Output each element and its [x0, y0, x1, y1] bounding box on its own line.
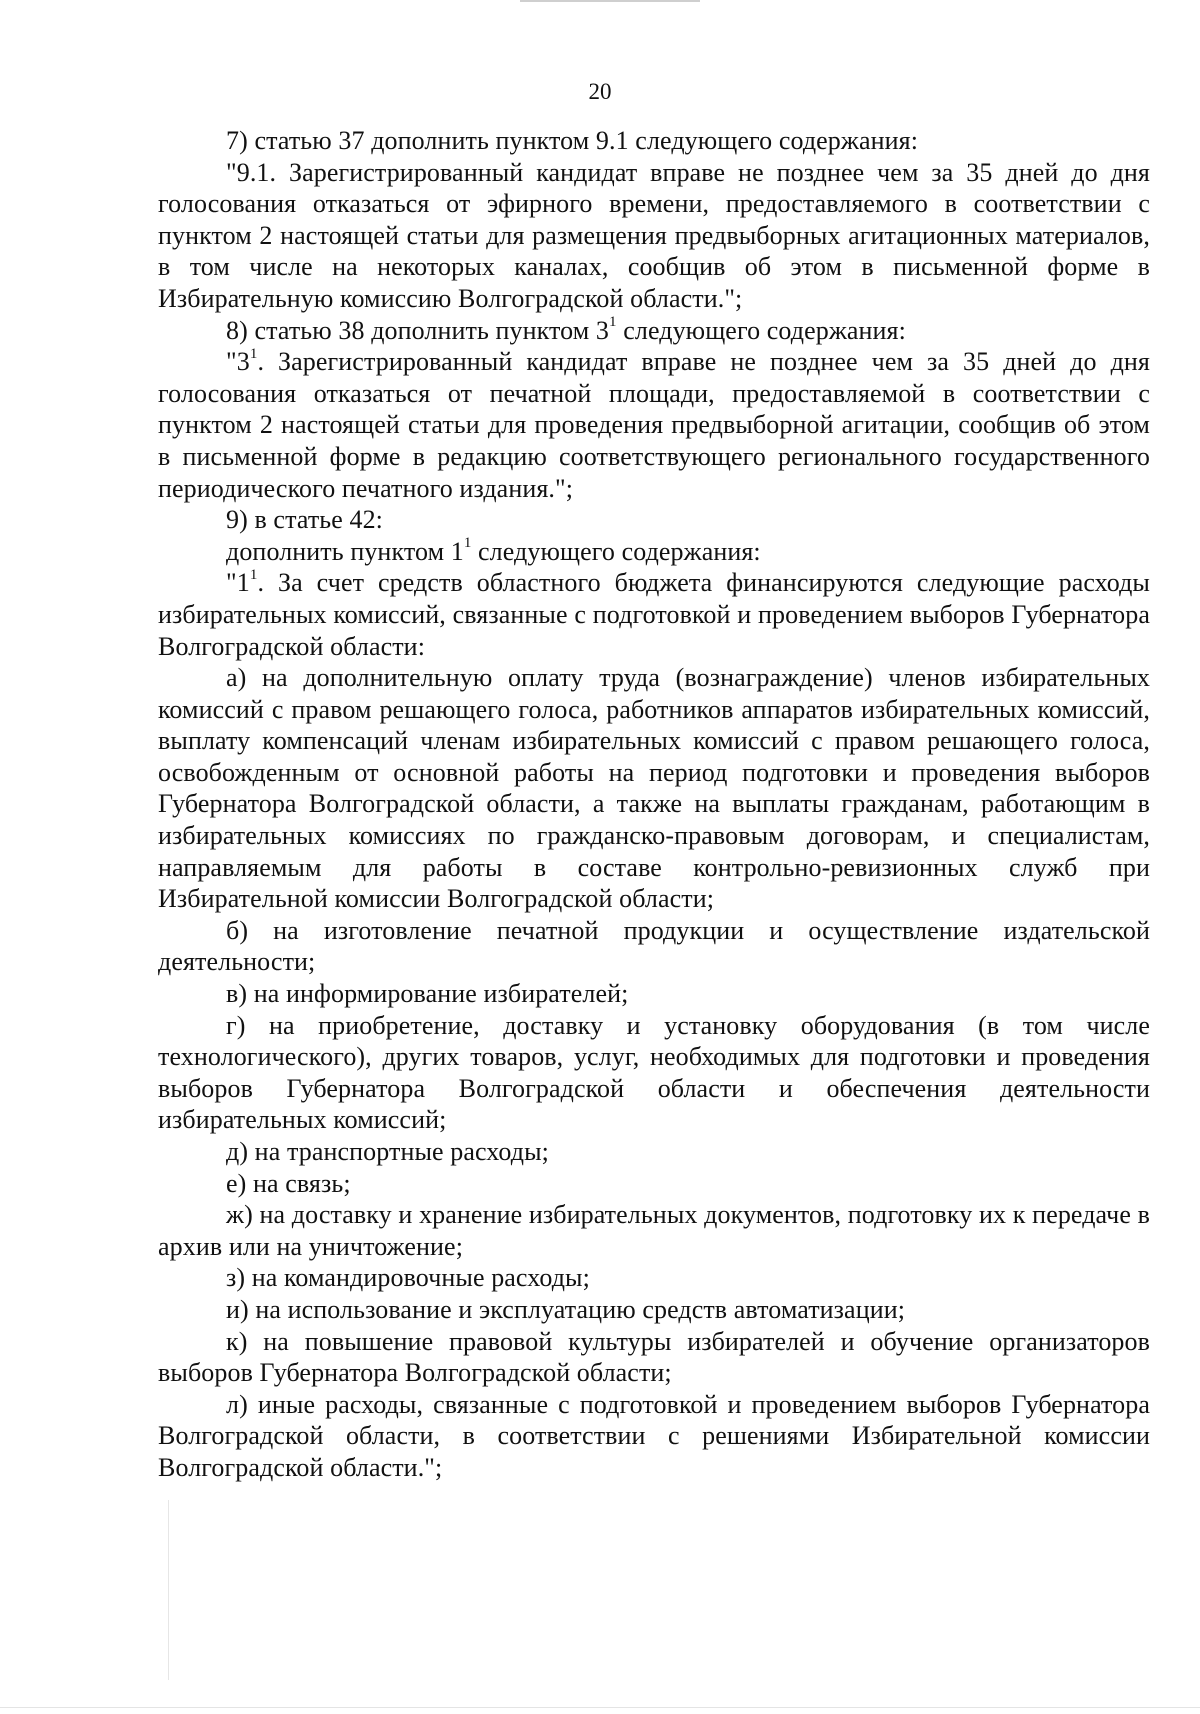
list-item-g: г) на приобретение, доставку и установку оборудования (в том числе технологического), других товаров, услуг, необходимых для подготовки и проведения выборов Губернатора Волгоградской области и обеспечения деятельности избирательных комиссий; [158, 1010, 1150, 1135]
superscript: 1 [609, 313, 617, 330]
list-item-v: в) на информирование избирателей; [226, 979, 629, 1009]
superscript: 1 [249, 345, 258, 362]
scan-edge-left [168, 1500, 169, 1680]
page-number: 20 [588, 79, 612, 104]
paragraph-article-37-amendment: 7) статью 37 дополнить пунктом 9.1 следующего содержания: [226, 126, 919, 155]
list-item-a: а) на дополнительную оплату труда (вознаграждение) членов избирательных комиссий с правом решающего голоса, работников аппаратов избирательных комиссий, выплату компенсаций членам избирательных комиссий с правом решающего голоса, освобожденным от основной работы на период подготовки и проведения выборов Губернатора Волгоградской области, а также на выплаты гражданам, работающим в избирательных комиссиях по гражданско-правовым договорам, и специалистам, направляемым для работы в составе контрольно-ревизионных служб при Избирательной комиссии Волгоградской области; [158, 663, 1150, 914]
scan-edge-bottom [0, 1707, 1200, 1708]
list-item-d: д) на транспортные расходы; [226, 1137, 549, 1166]
scan-edge-top [520, 0, 700, 2]
document-body [158, 125, 1150, 1484]
superscript: 1 [463, 535, 472, 552]
list-item-i: и) на использование и эксплуатацию средств автоматизации; [226, 1294, 906, 1324]
paragraph-article-42: 9) в статье 42: [226, 505, 384, 535]
paragraph-point-9-1: "9.1. Зарегистрированный кандидат вправе не позднее чем за 35 дней до дня голосования отказаться от эфирного времени, предоставляемого в соответствии с пунктом 2 настоящей статьи для размещения предвыборных агитационных материалов, в том числе на некоторых каналах, сообщив об этом в письменной форме в Избирательную комиссию Волгоградской области."; [158, 157, 1150, 313]
paragraph-point-1-1: "$1^1$. За счет средств областного бюджета финансируются следующие расходы избирательных комиссий, связанные с подготовкой и проведением выборов Губернатора Волгоградской области: [158, 566, 1150, 661]
paragraph-add-point-1-1: дополнить пунктом $1^1$ следующего содержания: [226, 535, 761, 566]
list-item-e: е) на связь; [226, 1168, 351, 1198]
list-item-zh: ж) на доставку и хранение избирательных документов, подготовку их к передаче в архив или на уничтожение; [158, 1200, 1150, 1261]
superscript: 1 [249, 566, 258, 583]
list-item-b: б) на изготовление печатной продукции и осуществление издательской деятельности; [158, 915, 1150, 977]
list-item-k: к) на повышение правовой культуры избирателей и обучение организаторов выборов Губернатора Волгоградской области; [158, 1326, 1150, 1388]
list-item-z: з) на командировочные расходы; [226, 1263, 590, 1293]
paragraph-point-3-1: "$3^1$. Зарегистрированный кандидат вправе не позднее чем за 35 дней до дня голосования отказаться от печатной площади, предоставляемой в соответствии с пунктом 2 настоящей статьи для проведения предвыборной агитации, сообщив об этом в письменной форме в редакцию соответствующего регионального государственного периодического печатного издания."; [158, 345, 1150, 503]
paragraph-article-38-amendment: 8) статью 38 дополнить пунктом $3^1$ следующего содержания: [226, 313, 906, 345]
list-item-l: л) иные расходы, связанные с подготовкой и проведением выборов Губернатора Волгоградской области, в соответствии с решениями Избирательной комиссии Волгоградской области."; [158, 1389, 1150, 1482]
